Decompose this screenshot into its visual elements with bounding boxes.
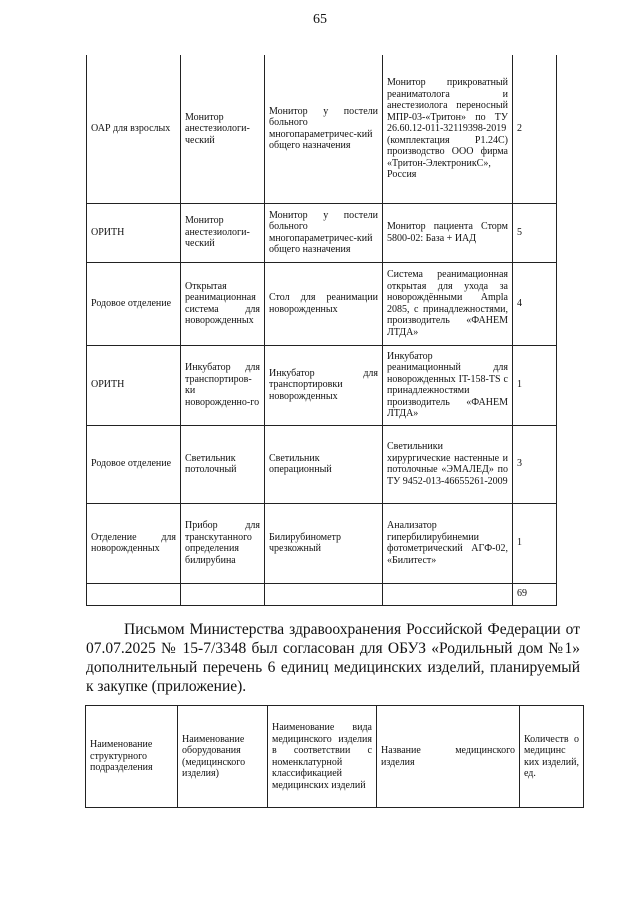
cell-qty: 1 bbox=[513, 345, 557, 425]
header-department: Наименование структурного подразделения bbox=[86, 706, 178, 808]
cell-equipment: Прибор для транскутанного определения билирубина bbox=[181, 503, 265, 583]
cell-qty: 2 bbox=[513, 55, 557, 203]
cell-name: Анализатор гипербилирубинемии фотометрический АГФ-02, «Билитест» bbox=[383, 503, 513, 583]
appendix-table-header bbox=[85, 705, 584, 808]
cell-kind: Инкубатор для транспортировки новорожденных bbox=[265, 345, 383, 425]
total-row bbox=[87, 583, 557, 605]
cell-equipment: Монитор анестезиологи-ческий bbox=[181, 203, 265, 262]
cell-kind: Светильник операционный bbox=[265, 425, 383, 503]
header-name: Название медицинского изделия bbox=[377, 706, 520, 808]
cell-kind: Билирубинометр чрезкожный bbox=[265, 503, 383, 583]
table-row bbox=[87, 203, 557, 262]
cell-name: Монитор прикроватный реаниматолога и анестезиолога переносный МПР-03-«Тритон» по ТУ 26.60.12-011-32119398-2019 (комплектация Р1.24С) производство ООО фирма «Тритон-ЭлектроникС», Россия bbox=[383, 55, 513, 203]
equipment-table bbox=[86, 55, 557, 606]
cell-equipment: Инкубатор для транспортиров-ки новорожденно-го bbox=[181, 345, 265, 425]
letter-paragraph: Письмом Министерства здравоохранения Российской Федерации от 07.07.2025 № 15-7/3348 был согласован для ОБУЗ «Родильный дом №1» дополнительный перечень 6 единиц медицинских изделий, планируемый к закупке (приложение). bbox=[86, 621, 580, 695]
table-row bbox=[87, 262, 557, 345]
cell-equipment: Светильник потолочный bbox=[181, 425, 265, 503]
cell-department: Отделение для новорожденных bbox=[87, 503, 181, 583]
cell-qty: 4 bbox=[513, 262, 557, 345]
cell-name: Монитор пациента Сторм 5800-02: База + ИАД bbox=[383, 203, 513, 262]
cell-qty: 3 bbox=[513, 425, 557, 503]
cell-department: Родовое отделение bbox=[87, 425, 181, 503]
cell-department: ОРИТН bbox=[87, 345, 181, 425]
total-value: 69 bbox=[513, 583, 557, 605]
empty-cell bbox=[265, 583, 383, 605]
empty-cell bbox=[87, 583, 181, 605]
cell-kind: Монитор у постели больного многопараметричес-кий общего назначения bbox=[265, 203, 383, 262]
cell-department: ОРИТН bbox=[87, 203, 181, 262]
cell-equipment: Открытая реанимационная система для новорожденных bbox=[181, 262, 265, 345]
header-equipment: Наименование оборудования (медицинского изделия) bbox=[178, 706, 268, 808]
cell-name: Инкубатор реанимационный для новорожденных IT-158-TS с принадлежностями производитель «ФАНЕМ ЛТДА» bbox=[383, 345, 513, 425]
cell-kind: Монитор у постели больного многопараметричес-кий общего назначения bbox=[265, 55, 383, 203]
empty-cell bbox=[383, 583, 513, 605]
table-row bbox=[87, 345, 557, 425]
cell-equipment: Монитор анестезиологи-ческий bbox=[181, 55, 265, 203]
table-row bbox=[87, 55, 557, 203]
cell-kind: Стол для реанимации новорожденных bbox=[265, 262, 383, 345]
page-number: 65 bbox=[313, 12, 327, 27]
cell-department: ОАР для взрослых bbox=[87, 55, 181, 203]
cell-name: Система реанимационная открытая для ухода за новорождёнными Ampla 2085, с принадлежностями, производитель «ФАНЕМ ЛТДА» bbox=[383, 262, 513, 345]
table-row bbox=[87, 503, 557, 583]
cell-department: Родовое отделение bbox=[87, 262, 181, 345]
cell-name: Светильники хирургические настенные и потолочные «ЭМАЛЕД» по ТУ 9452-013-46655261-2009 bbox=[383, 425, 513, 503]
header-kind: Наименование вида медицинского изделия в соответствии с номенклатурной классификацией медицинских изделий bbox=[268, 706, 377, 808]
empty-cell bbox=[181, 583, 265, 605]
header-qty: Количеств о медицинс ких изделий, ед. bbox=[520, 706, 584, 808]
cell-qty: 1 bbox=[513, 503, 557, 583]
table-row bbox=[87, 425, 557, 503]
cell-qty: 5 bbox=[513, 203, 557, 262]
